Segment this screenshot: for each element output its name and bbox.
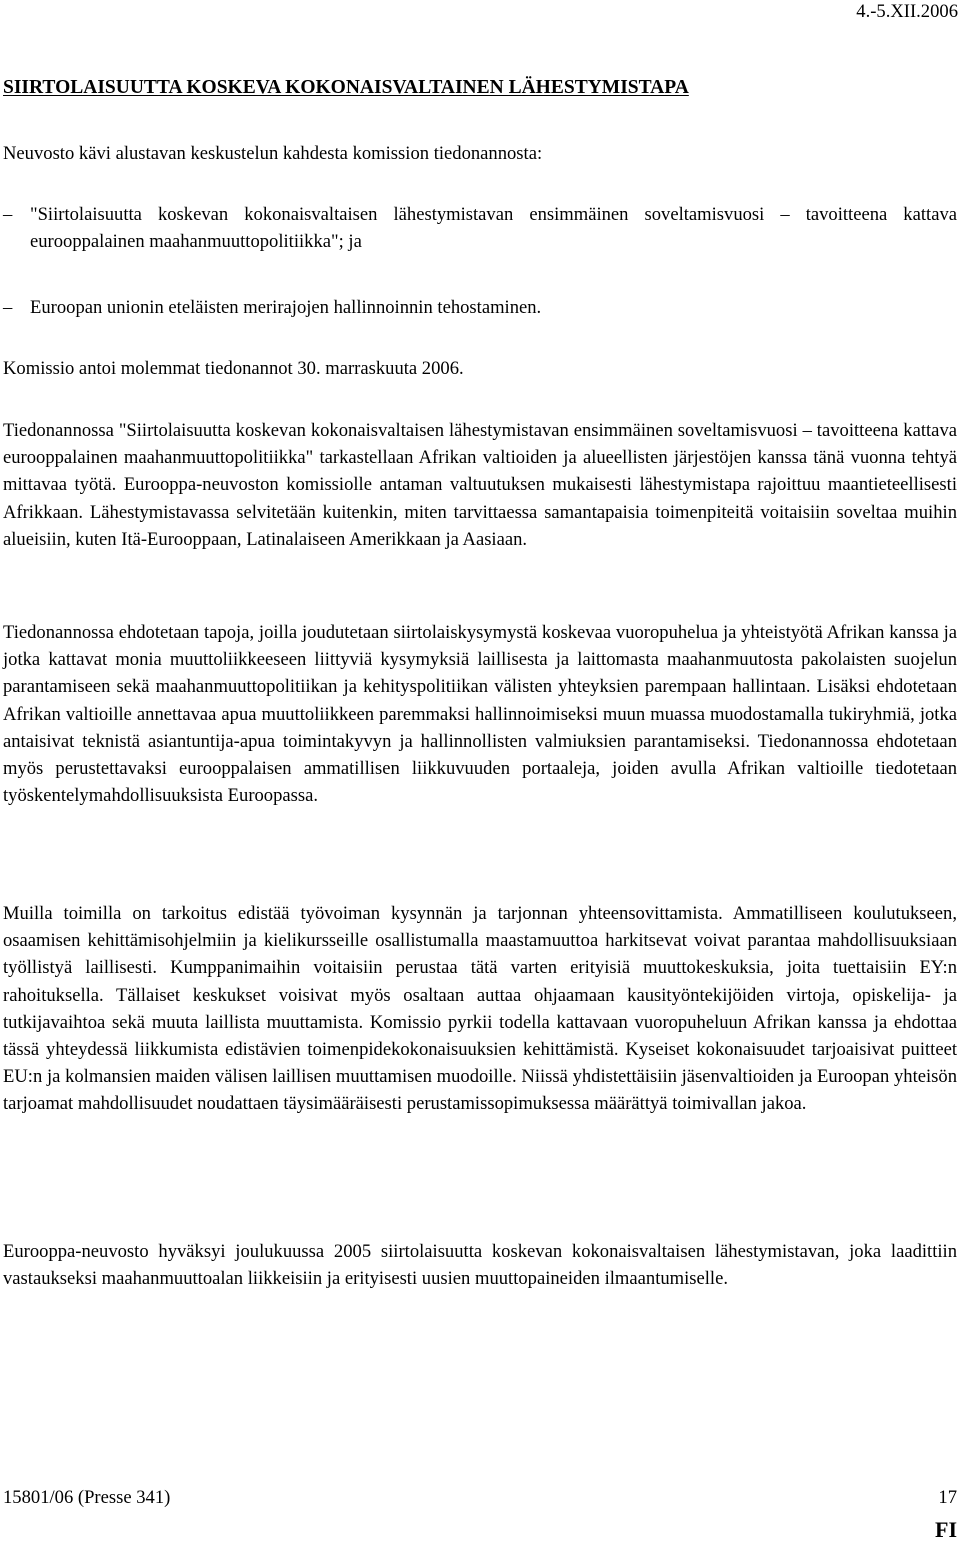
document-title: SIIRTOLAISUUTTA KOSKEVA KOKONAISVALTAINEN LÄHESTYMISTAPA xyxy=(3,77,689,98)
list-item xyxy=(3,294,957,321)
list-item xyxy=(3,201,957,255)
dash-bullet: – xyxy=(3,204,13,225)
dash-bullet: – xyxy=(3,297,13,318)
paragraph-release-date: Komissio antoi molemmat tiedonannot 30. marraskuuta 2006. xyxy=(3,358,464,379)
document-reference: 15801/06 (Presse 341) xyxy=(3,1487,171,1508)
paragraph: Tiedonannossa "Siirtolaisuutta koskevan kokonaisvaltaisen lähestymistavan ensimmäinen soveltamisvuosi – tavoitteena kattava eurooppalainen maahanmuuttopolitiikka" tarkastellaan Afrikan valtioiden ja alueellisten järjestöjen kanssa tänä vuonna tehtyä mittavaa työtä. Eurooppa-neuvoston komissiolle antaman valtuutuksen mukaisesti lähestymistapa rajoittuu maantieteellisesti Afrikkaan. Lähestymistavassa selvitetään kuitenkin, miten tarvittaessa samantapaisia toimenpiteitä voitaisiin soveltaa muihin alueisiin, kuten Itä-Eurooppaan, Latinalaiseen Amerikkaan ja Aasiaan. xyxy=(3,420,957,550)
intro-text: Neuvosto kävi alustavan keskustelun kahdesta komission tiedonannosta: xyxy=(3,143,543,164)
page-date: 4.-5.XII.2006 xyxy=(856,1,958,22)
page-number: 17 xyxy=(938,1487,957,1508)
list-item-text: Euroopan unionin eteläisten merirajojen hallinnoinnin tehostaminen. xyxy=(30,297,542,318)
language-code: FI xyxy=(935,1517,957,1542)
list-item-text: "Siirtolaisuutta koskevan kokonaisvaltaisen lähestymistavan ensimmäinen soveltamisvuosi – tavoitteena kattava eurooppalainen maahanmuuttopolitiikka"; ja xyxy=(30,204,957,253)
paragraph: Eurooppa-neuvosto hyväksyi joulukuussa 2005 siirtolaisuutta koskevan kokonaisvaltaisen lähestymistavan, joka laadittiin vastaukseksi maahanmuuttoalan liikkeisiin ja erityisesti uusien muuttopaineiden ilmaantumiselle. xyxy=(3,1241,957,1290)
page-footer xyxy=(3,1486,957,1546)
paragraph: Muilla toimilla on tarkoitus edistää työvoiman kysynnän ja tarjonnan yhteensovittamista. Ammatilliseen koulutukseen, osaamisen kehittämisohjelmiin ja kielikursseille osallistumalla maastamuuttoa harkitsevat voivat parantaa mahdollisuuksiaan työllistyä laillisesti. Kumppanimaihin voitaisiin perustaa tätä varten erityisiä muuttokeskuksia, joita tuettaisiin EY:n rahoituksella. Tällaiset keskukset voisivat myös osaltaan auttaa ohjaamaan kausityöntekijöiden virtoja, opiskelija- ja tutkijavaihtoa sekä muuta laillista muuttamista. Komissio pyrkii todella kattavaan vuoropuheluun Afrikan kanssa ja ehdottaa tässä yhteydessä liikkumista edistävien toimenpidekokonaisuuksien kehittämistä. Kyseiset kokonaisuudet tarjoaisivat puitteet EU:n ja kolmansien maiden välisen laillisen muuttamisen muodoille. Niissä yhdistettäisiin jäsenvaltioiden ja Euroopan yhteisön tarjoamat mahdollisuudet noudattaen täysimääräisesti perustamissopimuksessa määrättyä toimivallan jakoa. xyxy=(3,903,957,1115)
paragraph: Tiedonannossa ehdotetaan tapoja, joilla joudutetaan siirtolaiskysymystä koskevaa vuoropuhelua ja yhteistyötä Afrikan kanssa ja jotka kattavat monia muuttoliikkeeseen liittyviä kysymyksiä laillisesta ja laittomasta maahanmuutosta pakolaisten suojelun parantamiseen sekä maahanmuuttopolitiikan ja kehityspolitiikan välisten yhteyksien parempaan hallintaan. Lisäksi ehdotetaan Afrikan valtioille annettavaa apua muuttoliikkeen paremmaksi hallinnoimiseksi muun muassa muodostamalla tukiryhmiä, jotka antaisivat teknistä asiantuntija-apua toimintakyvyn ja hallinnollisten valmiuksien parantamiseksi. Tiedonannossa ehdotetaan myös perustettavaksi eurooppalaisen ammatillisen liikkuvuuden portaaleja, joiden avulla Afrikan valtioille tiedotetaan työskentelymahdollisuuksista Euroopassa. xyxy=(3,622,957,807)
